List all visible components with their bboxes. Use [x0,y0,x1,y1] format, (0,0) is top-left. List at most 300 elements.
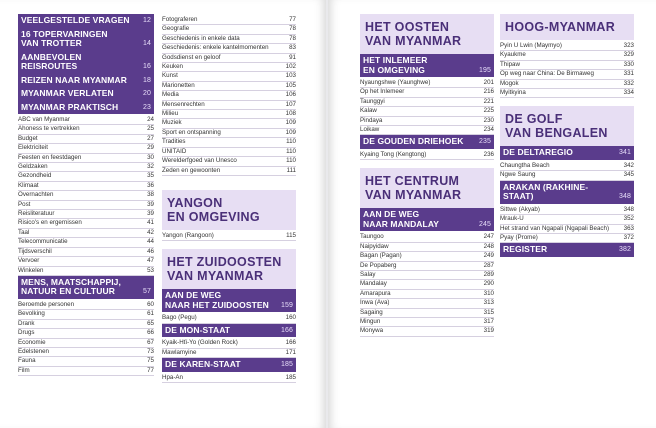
toc-entry-label: Bagan (Pagan) [360,252,402,260]
toc-entry-label: Mrauk-U [500,215,524,223]
toc-entry-label: Telecommunicatie [18,238,68,246]
toc-entry-label: Keuken [162,63,183,71]
region-heading: HET ZUIDOOSTEN VAN MYANMAR [162,249,296,289]
toc-entry-page: 334 [623,89,634,97]
toc-entry-label: Reisliteratuur [18,210,55,218]
toc-entry-page: 39 [147,200,154,208]
left-page [0,0,326,428]
toc-entries [162,374,296,383]
toc-entry [18,348,154,357]
toc-entry [18,191,154,200]
left-column-2-sections [162,190,296,383]
region-heading: HET CENTRUM VAN MYANMAR [360,168,494,208]
chapter-bar [18,74,154,88]
toc-entry-page: 323 [623,42,634,49]
toc-entries [360,233,494,336]
toc-entry-label: Risico's en ergernissen [18,219,82,227]
toc-entry-label: Naipyidaw [360,242,389,250]
toc-entry [162,314,296,323]
toc-entry-page: 317 [483,318,494,325]
toc-entry [500,234,634,243]
toc-entry [360,327,494,336]
toc-entry [18,144,154,153]
toc-entry-label: Taunggyi [360,97,385,105]
toc-entry-page: 107 [285,100,296,108]
toc-entry [162,119,296,128]
toc-entry [162,72,296,81]
toc-entry [360,243,494,252]
toc-entry-page: 35 [147,172,154,180]
toc-entry-label: Myitkyina [500,89,526,97]
toc-entry-label: Marionetten [162,81,195,89]
chapter-page: 382 [619,246,631,254]
chapter-title: AAN DE WEG NAAR HET ZUIDOOSTEN [165,290,269,310]
toc-entry [162,129,296,138]
toc-entry-page: 77 [147,366,154,374]
toc-entry [162,148,296,157]
toc-entries [360,151,494,160]
chapter-bar [18,51,154,74]
toc-entry-label: Gezondheid [18,172,52,180]
toc-entry-label: Loikaw [360,126,380,134]
toc-entry [18,182,154,191]
toc-section [500,106,634,146]
toc-section [500,181,634,244]
toc-entry-label: Zeden en gewoonten [162,166,221,174]
toc-entry [360,271,494,280]
toc-entry [18,154,154,163]
toc-entry-page: 111 [286,166,296,174]
toc-section [18,28,154,51]
chapter-page: 23 [143,103,151,111]
toc-entry-page: 38 [147,191,154,199]
toc-entry-page: 32 [147,163,154,171]
toc-section [162,190,296,241]
toc-entry-label: Post [18,200,31,208]
toc-entry-page: 109 [285,128,296,136]
toc-entry-page: 331 [623,70,634,78]
toc-entry-label: Overnachten [18,191,54,199]
toc-entry-page: 171 [285,348,296,356]
toc-entry-label: Taungoo [360,233,384,241]
toc-entry [500,61,634,70]
chapter-page: 341 [619,149,631,157]
toc-entry [500,89,634,98]
toc-entry-page: 319 [483,327,494,335]
toc-entries [162,232,296,241]
toc-entry-page: 30 [147,153,154,161]
toc-entry-page: 234 [483,126,494,134]
chapter-page: 245 [479,220,491,228]
toc-entry-page: 201 [483,79,494,86]
chapter-title: REIZEN NAAR MYANMAR [21,74,127,85]
toc-entry-page: 313 [483,299,494,307]
toc-section [18,101,154,276]
toc-entry-label: Werelderfgoed van Unesco [162,157,237,165]
toc-entry-page: 342 [623,161,634,169]
left-column-2-entries [162,16,296,176]
toc-entry-label: Geschiedenis in enkele data [162,34,240,42]
toc-entry [162,16,296,25]
toc-entry-label: Yangon (Rangoon) [162,231,214,239]
toc-section [162,358,296,383]
toc-entry [18,163,154,172]
toc-entry [18,367,154,376]
toc-entry-page: 24 [147,116,154,123]
toc-section [18,276,154,376]
chapter-bar [162,358,296,372]
toc-entry-label: Klimaat [18,181,39,189]
left-column-2 [162,14,296,383]
toc-entry [162,101,296,110]
chapter-title: ARAKAN (RAKHINE-STAAT) [503,181,589,202]
chapter-page: 57 [143,288,151,296]
toc-entry-page: 105 [285,81,296,89]
toc-entry-page: 44 [147,238,154,246]
toc-entry-label: Inwa (Ava) [360,299,390,307]
toc-entry-page: 230 [483,116,494,124]
toc-entry-label: Bevolking [18,310,45,318]
toc-entry [500,171,634,180]
toc-entry-page: 225 [483,107,494,115]
toc-entry [162,63,296,72]
toc-entry-label: Kunst [162,72,178,80]
chapter-title: MYANMAR VERLATEN [21,88,114,98]
toc-entry [360,262,494,271]
toc-entry-label: Budget [18,134,38,142]
toc-entry-page: 372 [623,233,634,241]
toc-entry-page: 106 [285,91,296,99]
toc-entry [500,206,634,215]
toc-entry [18,135,154,144]
toc-entry-page: 78 [289,25,296,33]
toc-entry-page: 73 [147,347,154,355]
toc-entry-page: 46 [147,247,154,255]
toc-entry-label: Sport en ontspanning [162,128,221,136]
toc-entries [500,42,634,98]
toc-entry [360,309,494,318]
chapter-page: 12 [143,17,151,24]
toc-entry-page: 75 [147,357,154,365]
toc-entry [18,310,154,319]
chapter-page: 14 [143,40,151,47]
toc-entry-page: 289 [483,270,494,278]
left-column-1 [18,14,154,376]
toc-entry-page: 329 [623,51,634,59]
toc-section [360,14,494,54]
toc-section [360,54,494,135]
chapter-page: 185 [281,361,293,369]
toc-entry-label: Mensenrechten [162,100,205,108]
toc-section [500,243,634,257]
toc-entry-page: 27 [147,134,154,142]
chapter-bar [18,28,154,51]
toc-entry [500,42,634,51]
toc-section [360,168,494,208]
toc-entry [360,318,494,327]
toc-entry [18,201,154,210]
toc-entry-label: Mogok [500,79,519,87]
toc-entry [162,374,296,383]
chapter-bar [360,208,494,231]
toc-entry-page: 352 [623,215,634,223]
toc-entry-label: Film [18,366,30,374]
toc-entry-label: Drugs [18,329,35,337]
toc-entry-page: 166 [285,339,296,347]
toc-entry [18,116,154,125]
toc-section [360,135,494,160]
toc-entry [18,229,154,238]
chapter-page: 20 [143,90,151,97]
toc-entry-label: Kyaik-Htï-Yo (Golden Rock) [162,339,238,347]
toc-entry [18,219,154,228]
toc-entry-label: Winkelen [18,266,44,274]
toc-entry-label: Op het Inlemeer [360,88,405,96]
toc-entry-page: 287 [483,261,494,269]
toc-entry-page: 332 [623,79,634,87]
toc-entry-page: 39 [147,210,154,218]
toc-entry-label: Kyaing Tong (Kengtong) [360,150,427,158]
toc-entry-page: 248 [483,242,494,250]
toc-entry-label: Pindaya [360,116,383,124]
toc-entry [360,280,494,289]
toc-entry-page: 77 [289,16,296,23]
toc-entry-label: Het strand van Ngapali (Ngapali Beach) [500,224,610,232]
toc-entry-label: Drank [18,319,35,327]
toc-entry-page: 115 [286,231,296,239]
toc-entry-page: 110 [286,138,296,146]
chapter-bar [18,14,154,28]
toc-entry-label: Nyaungshwe (Yaunghwe) [360,79,431,86]
toc-entries [500,162,634,181]
chapter-bar [18,87,154,101]
toc-entry-page: 42 [147,228,154,236]
toc-entry-page: 315 [483,308,494,316]
toc-entry [360,252,494,261]
toc-entry-page: 310 [483,289,494,297]
toc-entry [18,339,154,348]
toc-entry-label: Amarapura [360,289,391,297]
toc-entry-label: UNITAID [162,147,187,155]
toc-entry-label: Kalaw [360,107,377,115]
chapter-bar [18,276,154,299]
toc-entry-page: 363 [623,224,634,232]
toc-entry-label: Sittwe (Akyab) [500,205,540,213]
toc-section [18,74,154,88]
toc-entry [18,257,154,266]
toc-entry-label: Elektriciteit [18,144,48,152]
toc-entry-page: 29 [147,144,154,152]
toc-entry-page: 67 [147,338,154,346]
toc-entry-label: Fauna [18,357,36,365]
toc-entry [162,138,296,147]
toc-section [18,14,154,28]
chapter-bar [500,243,634,257]
chapter-title: DE GOUDEN DRIEHOEK [363,136,464,147]
chapter-title: DE MON-STAAT [165,324,231,335]
toc-entry-page: 221 [483,97,494,105]
toc-entry [162,232,296,241]
toc-entry [360,117,494,126]
chapter-bar [500,181,634,204]
toc-entry-label: Hpa-An [162,373,183,381]
toc-entry [500,162,634,171]
region-heading: DE GOLF VAN BENGALEN [500,106,634,146]
toc-entry [500,51,634,60]
chapter-title: 16 TOPERVARINGEN VAN TROTTER [21,28,108,48]
region-heading: YANGON EN OMGEVING [162,190,296,230]
chapter-title: DE DELTAREGIO [503,147,573,158]
toc-entry [18,320,154,329]
toc-entry [18,357,154,366]
toc-entry-label: Geldzaken [18,163,48,171]
toc-entry-page: 25 [147,125,154,133]
chapter-bar [360,135,494,149]
toc-entry [360,151,494,160]
toc-entry-page: 66 [147,329,154,337]
chapter-bar [162,289,296,312]
toc-entry [162,54,296,63]
toc-entry-page: 247 [483,233,494,241]
toc-entry [360,299,494,308]
toc-entry-label: Geografie [162,25,190,33]
toc-section [500,146,634,180]
toc-entry [360,98,494,107]
toc-entry-page: 60 [147,300,154,308]
toc-entry-page: 47 [147,257,154,265]
toc-entry-page: 91 [289,53,296,61]
chapter-title: MENS, MAATSCHAPPIJ, NATUUR EN CULTUUR [21,276,121,297]
toc-entry-label: Geschiedenis: enkele kantelmomenten [162,44,269,52]
toc-entries [500,206,634,244]
chapter-page: 195 [479,66,491,74]
toc-entry-page: 110 [286,147,296,155]
toc-entry-label: Pyay (Prome) [500,233,538,241]
toc-entry [18,125,154,134]
toc-entry [18,248,154,257]
toc-entry [360,107,494,116]
toc-entry [500,225,634,234]
chapter-bar [18,101,154,115]
toc-entry-label: Taal [18,228,30,236]
toc-section [18,51,154,74]
toc-section [360,208,494,336]
toc-entry [18,267,154,276]
chapter-bar [500,146,634,160]
toc-entry [18,329,154,338]
toc-entry-label: Tijdsverschil [18,247,52,255]
toc-entry-label: Beroemde personen [18,300,75,308]
region-heading: HET OOSTEN VAN MYANMAR [360,14,494,54]
chapter-bar [360,54,494,77]
toc-entry-label: Ngwe Saung [500,171,536,179]
toc-entry-label: Tradities [162,138,186,146]
toc-entry-page: 330 [623,60,634,68]
toc-entry-label: Vervoer [18,257,40,265]
toc-entry-page: 61 [147,310,154,318]
toc-entry-page: 160 [285,314,296,322]
toc-entry-label: Salay [360,270,376,278]
toc-entry [360,126,494,135]
toc-entry [18,172,154,181]
toc-entry-label: Mandalay [360,280,387,288]
toc-entry-label: Op weg naar China: De Birmaweg [500,70,594,78]
toc-entry [162,25,296,34]
chapter-page: 348 [619,193,631,201]
toc-entry-page: 110 [286,157,296,165]
chapter-title: DE KAREN-STAAT [165,359,241,370]
chapter-bar [162,324,296,338]
toc-section [162,324,296,358]
toc-entry [360,233,494,242]
region-heading: HOOG-MYANMAR [500,14,634,40]
toc-entry-label: Edelstenen [18,347,49,355]
toc-entry-label: Mingun [360,318,381,325]
toc-entry-label: Fotograferen [162,16,198,23]
toc-section [162,289,296,323]
toc-section [18,87,154,101]
toc-entry-label: Godsdienst en geloof [162,53,221,61]
toc-entry-page: 78 [289,34,296,42]
toc-entry-label: Media [162,91,179,99]
toc-entry-label: Muziek [162,119,182,127]
toc-entry-label: Economie [18,338,46,346]
toc-entry-page: 102 [285,63,296,71]
toc-entry-label: Bago (Pegu) [162,314,197,322]
toc-entry-label: Kyaukme [500,51,526,59]
toc-entry-label: Feesten en feestdagen [18,153,82,161]
toc-entry [18,301,154,310]
right-column-1 [360,14,494,337]
toc-section [162,249,296,289]
chapter-title: AANBEVOLEN REISROUTES [21,51,82,71]
toc-entry [18,238,154,247]
toc-entries [162,314,296,323]
chapter-title: AAN DE WEG NAAR MANDALAY [363,209,440,229]
chapter-page: 18 [143,76,151,84]
toc-entry-label: Monywa [360,327,384,335]
toc-entry [162,349,296,358]
toc-entry [162,167,296,176]
toc-entry [360,79,494,88]
toc-entries [18,116,154,276]
toc-entry-page: 348 [623,205,634,213]
chapter-page: 235 [479,138,491,146]
toc-entry-page: 41 [147,219,154,227]
toc-entry-page: 185 [285,373,296,381]
toc-entry-label: Thipaw [500,60,520,68]
toc-entry-page: 345 [623,171,634,179]
toc-entry-label: De Popaberg [360,261,397,269]
toc-entry-label: Sagaing [360,308,383,316]
toc-section [500,14,634,98]
toc-entry-page: 216 [483,88,494,96]
toc-entry-page: 103 [285,72,296,80]
toc-entry [360,88,494,97]
chapter-title: REGISTER [503,244,548,255]
chapter-title: HET INLEMEER EN OMGEVING [363,55,428,75]
toc-entry [500,70,634,79]
right-page [328,0,656,428]
toc-entries [18,301,154,376]
toc-entry-page: 109 [285,119,296,127]
toc-entry-label: Chaungtha Beach [500,161,550,169]
toc-entry-page: 290 [483,280,494,288]
toc-entry-page: 65 [147,319,154,327]
toc-entries [360,79,494,135]
toc-entry [500,80,634,89]
toc-entry-page: 108 [285,110,296,118]
